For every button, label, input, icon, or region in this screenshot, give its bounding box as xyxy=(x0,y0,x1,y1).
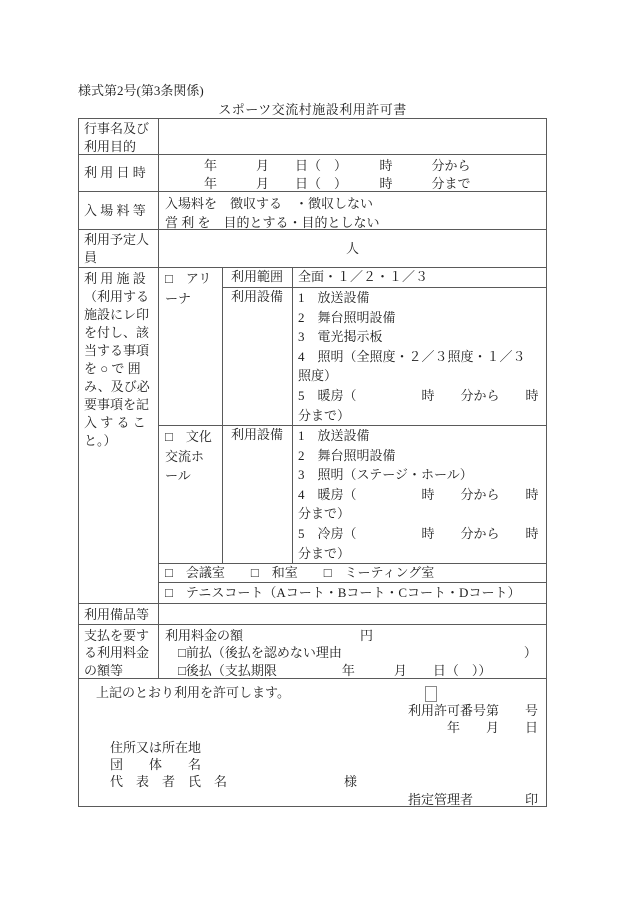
arena-range-value: 全面・１／２・１／３ xyxy=(298,269,429,284)
payment-value-cell xyxy=(159,625,546,678)
row-payment xyxy=(79,624,546,678)
capacity-value-cell: 人 xyxy=(345,240,359,256)
tennis-checkbox-line: □ テニスコート（Aコート・Bコート・Cコート・Dコート） xyxy=(165,585,521,601)
hall-equip-list: 1 放送設備 2 舞台照明設備 3 照明（ステージ・ホール） 4 暖房（ 時 分から 時 分まで） 5 冷房（ 時 分から 時 分まで） xyxy=(298,428,539,561)
arena-block xyxy=(159,268,546,425)
tennis-row xyxy=(159,582,546,603)
form-number: 様式第2号(第3条関係) xyxy=(78,83,204,98)
row-datetime xyxy=(79,154,546,191)
hall-checkbox-line: □ 文化 xyxy=(165,429,212,444)
admission-value-cell xyxy=(159,192,546,229)
representative-label: 代 表 者 氏 名 様 xyxy=(110,774,358,789)
admission-fee-line: 入場料を 徴収する ・徴収しない xyxy=(165,196,374,211)
row-facility xyxy=(79,267,546,603)
approval-statement: 上記のとおり利用を許可します。 xyxy=(96,685,290,700)
datetime-from-line: 年 月 日（ ） 時 分から xyxy=(165,158,471,173)
hall-checkbox-label: □ 文化 交流ホ ール xyxy=(159,426,223,563)
permit-date-line: 年 月 日 xyxy=(446,720,538,735)
rooms-row xyxy=(159,563,546,582)
permit-table xyxy=(78,118,547,807)
arena-range-row xyxy=(223,268,546,287)
arena-equip-row xyxy=(223,287,546,425)
datetime-label: 利 用 日 時 xyxy=(79,155,159,191)
row-equipment xyxy=(79,603,546,624)
admission-profit-line: 営 利 を 目的とする・目的としない xyxy=(165,215,380,230)
datetime-value-cell xyxy=(159,155,546,191)
facility-label: 利 用 施 設 （利用する 施設にレ印 を付し、該 当する事項 を ○ で 囲 み、及び必 要事項を記 入 す る こ と。） xyxy=(79,268,159,603)
facility-detail xyxy=(159,268,546,603)
datetime-to-line: 年 月 日（ ） 時 分まで xyxy=(165,176,471,191)
event-value-cell xyxy=(159,119,546,154)
hall-equip-row xyxy=(223,426,546,563)
event-label: 行事名及び 利用目的 xyxy=(79,119,159,154)
hall-block xyxy=(159,425,546,563)
page-title: スポーツ交流村施設利用許可書 xyxy=(218,102,407,117)
organization-label: 団 体 名 xyxy=(110,757,202,772)
row-admission xyxy=(79,191,546,229)
prepay-checkbox-line: □前払（後払を認めない理由 ） xyxy=(165,645,537,661)
row-event xyxy=(79,119,546,154)
payment-amount-line: 利用料金の額 円 xyxy=(165,628,374,643)
arena-checkbox-label: □ アリ ーナ xyxy=(159,268,223,425)
empty-number-box xyxy=(425,686,437,702)
hall-equip-label: 利用設備 xyxy=(223,426,293,563)
payment-label: 支払を要す る利用料金 の額等 xyxy=(79,625,159,678)
postpay-checkbox-line: □後払（支払期限 年 月 日（ ）） xyxy=(165,662,492,678)
arena-equip-list: 1 放送設備 2 舞台照明設備 3 電光掲示板 4 照明（全照度・２／３照度・１／３ 照度） 5 暖房（ 時 分から 時 分まで） xyxy=(298,290,539,423)
row-capacity xyxy=(79,229,546,267)
admission-label: 入 場 料 等 xyxy=(79,192,159,229)
arena-checkbox-line: □ アリ xyxy=(165,271,212,286)
arena-equip-label: 利用設備 xyxy=(223,288,293,425)
equipment-value-cell xyxy=(159,604,546,624)
arena-range-label: 利用範囲 xyxy=(223,268,293,287)
approval-section xyxy=(79,678,546,806)
manager-seal-line: 指定管理者 印 xyxy=(407,792,538,807)
address-label: 住所又は所在地 xyxy=(110,740,202,755)
permit-number-line: 利用許可番号第 号 xyxy=(407,703,538,718)
capacity-label: 利用予定人 員 xyxy=(79,230,159,267)
equipment-label: 利用備品等 xyxy=(79,604,159,624)
rooms-checkbox-line: □ 会議室 □ 和室 □ ミーティング室 xyxy=(165,565,435,581)
